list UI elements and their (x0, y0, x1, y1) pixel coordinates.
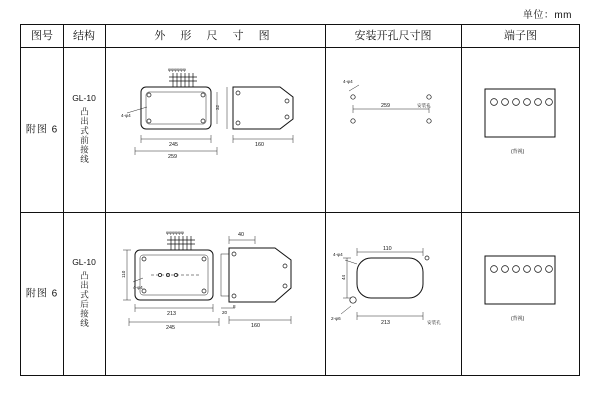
svg-text:259: 259 (381, 103, 390, 109)
table-row (21, 47, 579, 212)
svg-text:4-φ4: 4-φ4 (333, 252, 343, 257)
svg-text:32: 32 (215, 104, 220, 110)
row1-outline-cell (105, 47, 325, 212)
table-header (21, 25, 579, 47)
svg-text:4-φ4: 4-φ4 (343, 79, 353, 84)
row2-structure-desc: 凸出式后接线 (79, 271, 90, 328)
svg-text:(背视): (背视) (511, 149, 525, 155)
svg-text:安装孔: 安装孔 (417, 103, 431, 108)
row2-structure-cell (63, 212, 105, 376)
header-terminal: 端子图 (504, 30, 537, 42)
row1-terminal-cell (461, 47, 580, 212)
row2-mounting-cell (325, 212, 461, 376)
svg-text:110: 110 (383, 246, 392, 252)
header-outline: 外 形 尺 寸 图 (154, 30, 276, 42)
svg-text:110: 110 (121, 270, 126, 278)
row2-no-label: 附图 6 (25, 288, 59, 300)
svg-text:4-φ4: 4-φ4 (133, 285, 143, 290)
svg-text:2-φ6: 2-φ6 (331, 316, 341, 321)
svg-text:8: 8 (233, 304, 236, 309)
svg-text:4-φ4: 4-φ4 (121, 113, 131, 118)
row1-structure-label (63, 93, 105, 167)
svg-text:213: 213 (381, 320, 390, 326)
row2-no-cell (21, 212, 63, 376)
row1-no-label: 附图 6 (25, 124, 59, 135)
unit-note: 单位：mm (522, 10, 572, 21)
row1-mounting-drawing (325, 47, 461, 212)
svg-text:20: 20 (222, 310, 228, 315)
row1-no-cell (21, 47, 63, 212)
svg-text:安装孔: 安装孔 (427, 320, 441, 325)
row1-structure-cell (63, 47, 105, 212)
row2-structure-label (63, 257, 105, 331)
row1-mounting-cell (325, 47, 461, 212)
row2-structure-model: GL-10 (72, 257, 96, 267)
row1-structure-desc: 凸出式前接线 (79, 106, 90, 164)
svg-text:245: 245 (169, 142, 178, 148)
row2-outline-drawing (105, 212, 325, 376)
svg-text:245: 245 (166, 325, 175, 331)
header-no: 图号 (31, 30, 53, 42)
svg-text:φφφφφφ: φφφφφφ (166, 230, 184, 235)
svg-text:40: 40 (238, 232, 244, 238)
row2-outline-cell (105, 212, 325, 376)
svg-text:259: 259 (168, 154, 177, 160)
header-mounting: 安装开孔尺寸图 (354, 30, 432, 42)
header-structure: 结构 (73, 30, 95, 42)
row1-outline-drawing (105, 47, 325, 212)
svg-text:160: 160 (251, 323, 260, 329)
svg-text:160: 160 (255, 142, 264, 148)
table-row (21, 212, 579, 376)
row1-terminal-drawing (461, 47, 580, 212)
row2-terminal-drawing (461, 212, 580, 376)
svg-text:φφφφφφ: φφφφφφ (168, 67, 186, 72)
svg-text:213: 213 (167, 311, 176, 317)
dimension-table (20, 24, 580, 376)
svg-text:(背视): (背视) (511, 316, 525, 322)
svg-text:44: 44 (341, 274, 346, 280)
row2-mounting-drawing (325, 212, 461, 376)
row1-structure-model: GL-10 (72, 92, 96, 103)
row2-terminal-cell (461, 212, 580, 376)
